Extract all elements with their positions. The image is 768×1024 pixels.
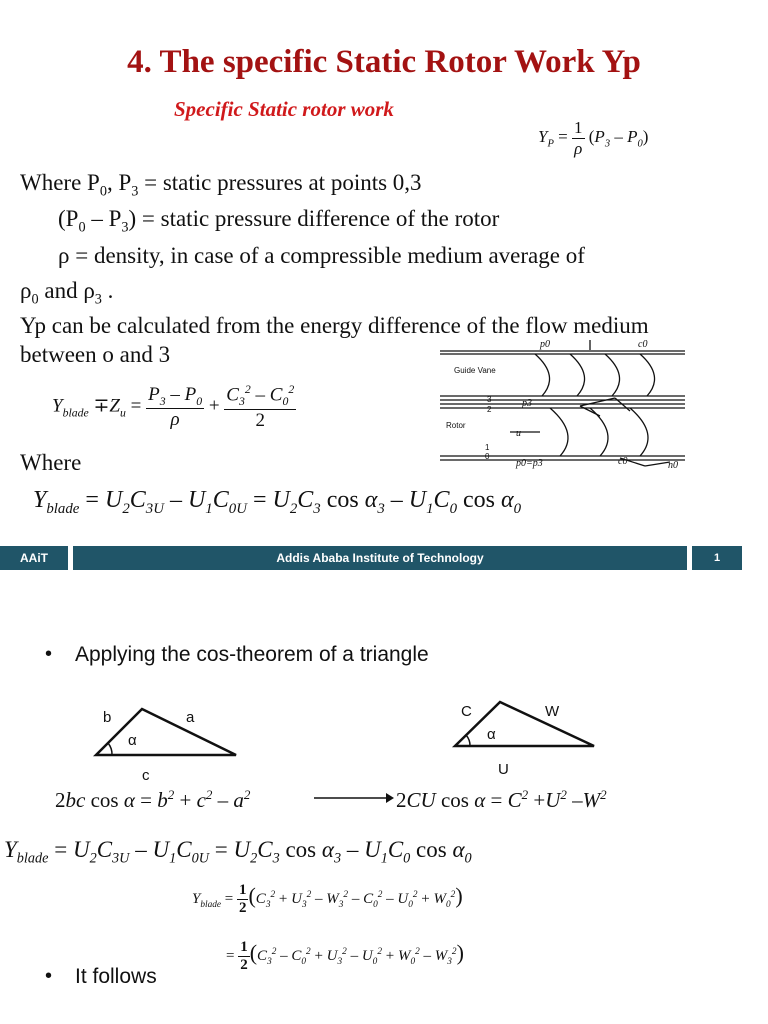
- pressure-difference-line: $(P_0 - P_3)$ = static pressure difference of the rotor: [58, 206, 500, 236]
- triangle-abc: [90, 703, 250, 763]
- yblade-zu-formula: $Y_{blade} \mp Z_u$ = $\frac{P_3 - P_0}{\rho}$ + $\frac{C_3^2 - C_0^2}{2}$: [52, 383, 295, 431]
- slide-subtitle: Specific Static rotor work: [174, 97, 394, 121]
- label-c0-top: c0: [638, 339, 648, 350]
- bullet-dot-2: •: [45, 965, 53, 987]
- yp-formula: $Y_P$ = $\frac{1}{\rho}$ $(P_3 - P_0)$: [538, 118, 649, 158]
- label-num-2: 2: [487, 405, 492, 414]
- label-p3: p3: [522, 398, 532, 409]
- density-line: ρ = density, in case of a compressible medium average of: [58, 243, 585, 268]
- triangle-cuw: [450, 697, 600, 753]
- tri1-label-alpha: α: [128, 732, 137, 749]
- label-u: u: [516, 428, 521, 439]
- label-num-1: 1: [485, 443, 490, 452]
- label-num-3: 3: [487, 395, 492, 404]
- footer-page-number: 1: [692, 546, 742, 570]
- label-rotor: Rotor: [446, 421, 466, 430]
- tri1-label-c: c: [142, 767, 150, 784]
- yblade-expanded-1: $Y_{blade}$ = $\frac{1}{2}$ $(C_3^2 + U_3^2 - W_3^2 - C_0^2 - U_0^2 + W_0^2)$: [192, 882, 463, 917]
- tri1-label-b: b: [103, 709, 112, 726]
- cos-law-velocity: 2CU $\cos \alpha = C^2 +U^2$ $-W^2$: [396, 787, 607, 812]
- slide-title: 4. The specific Static Rotor Work Yp: [127, 44, 641, 80]
- tri2-label-alpha: α: [487, 726, 496, 743]
- bullet-it-follows: It follows: [75, 965, 157, 988]
- label-num-0: 0: [485, 452, 490, 461]
- bullet-dot-1: •: [45, 643, 53, 665]
- label-guide-vane: Guide Vane: [454, 366, 496, 375]
- footer-aait: AAiT: [0, 546, 68, 570]
- slide-2: [0, 575, 768, 1024]
- bullet-cos-theorem: Applying the cos-theorem of a triangle: [75, 643, 429, 666]
- where-pressures-line: Where $P_0$, $P_3$ = static pressures at points 0,3: [20, 170, 422, 200]
- where-label: Where: [20, 450, 82, 475]
- tri1-label-a: a: [186, 709, 195, 726]
- density-line-2: $\rho_0$ and $\rho_3$ .: [20, 278, 114, 308]
- label-n0: n0: [668, 460, 678, 471]
- tri2-label-U: U: [498, 761, 509, 778]
- label-p0-eq-p3: p0=p3: [516, 458, 543, 469]
- yp-energy-line-1: Yp can be calculated from the energy difference of the flow medium: [20, 313, 649, 338]
- footer-institute: Addis Ababa Institute of Technology: [73, 546, 687, 570]
- yblade-euler-formula-2: $Y_{blade} = U_2C_{3U} - U_1C_{0U} = U_2C_3$ $\cos \alpha_3 - U_1C_0$ $\cos \alpha_0$: [4, 837, 472, 867]
- tri2-label-C: C: [461, 703, 472, 720]
- yp-energy-line-2: between o and 3: [20, 342, 171, 367]
- arrow-right-icon: [314, 790, 394, 806]
- tri2-label-W: W: [545, 703, 560, 720]
- yblade-euler-formula: $Y_{blade} = U_2C_{3U} - U_1C_{0U} = U_2C_3$ $\cos \alpha_3 - U_1C_0$ $\cos \alpha_0$: [33, 487, 522, 517]
- yblade-expanded-2: = $\frac{1}{2}$ $(C_3^2 - C_0^2 + U_3^2 - U_0^2 + W_0^2 - W_3^2)$: [226, 939, 464, 974]
- label-p0: p0: [540, 339, 550, 350]
- label-c0-bottom: c0: [618, 456, 628, 467]
- guide-vane-rotor-diagram: [440, 336, 685, 478]
- law-of-cosines: 2bc $\cos \alpha = b^2 + c^2 - a^2$: [55, 787, 251, 812]
